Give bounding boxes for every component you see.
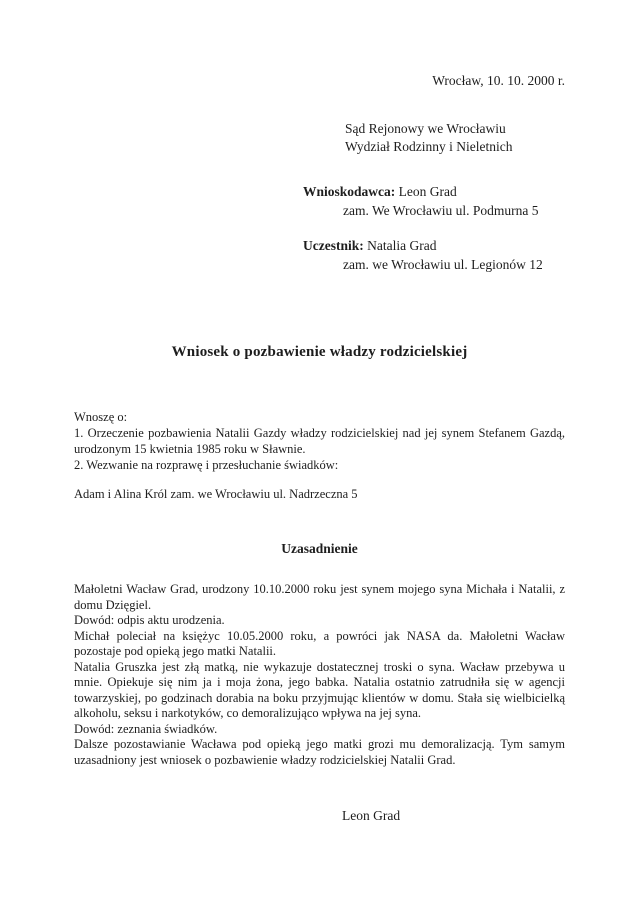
- petition-intro: Wnoszę o:: [74, 410, 128, 424]
- court-name: Sąd Rejonowy we Wrocławiu: [345, 121, 506, 136]
- petition-item-1: 1. Orzeczenie pozbawienia Natalii Gazdy władzy rodzicielskiej nad jej synem Stefanem Gazdą, urodzonym 15 kwietnia 1985 roku w Sławnie.: [74, 426, 565, 456]
- document-title: Wniosek o pozbawienie władzy rodzicielskiej: [171, 344, 468, 360]
- justification-heading: Uzasadnienie: [281, 541, 358, 556]
- petition-item-2: 2. Wezwanie na rozprawę i przesłuchanie świadków:: [74, 458, 339, 472]
- applicant-label: Wnioskodawca:: [303, 184, 396, 199]
- participant-address: zam. we Wrocławiu ul. Legionów 12: [343, 257, 543, 272]
- justification-paragraph: Małoletni Wacław Grad, urodzony 10.10.2000 roku jest synem mojego syna Michała i Natalii, z domu Dzięgiel.: [74, 582, 565, 612]
- justification-paragraph: Natalia Gruszka jest złą matką, nie wykazuje dostatecznej troski o syna. Wacław przebywa u mnie. Opiekuje się nim ja i moja żona, jego babka. Natalia ostatnio zatrudniła się w agencji towarzyskiej, po godzinach dorabia na boku przyjmując klientów w domu. Stała się wielbicielką alkoholu, seksu i narkotyków, co demoralizująco wpływa na jej syna.: [74, 659, 565, 720]
- participant-block: [303, 236, 543, 274]
- applicant-address: zam. We Wrocławiu ul. Podmurna 5: [343, 203, 539, 218]
- justification-paragraph: Dowód: zeznania świadków.: [74, 721, 218, 736]
- parties-block: [303, 182, 543, 274]
- participant-name: Natalia Grad: [363, 238, 437, 253]
- justification-paragraph: Dowód: odpis aktu urodzenia.: [74, 613, 225, 627]
- applicant-name: Leon Grad: [395, 184, 457, 199]
- participant-line: [303, 236, 543, 255]
- participant-label: Uczestnik:: [303, 238, 364, 253]
- justification-paragraph: Michał poleciał na księżyc 10.05.2000 roku, a powróci jak NASA da. Małoletni Wacław pozostaje pod opieką jego matki Natalii.: [74, 628, 565, 658]
- date-line: Wrocław, 10. 10. 2000 r.: [432, 73, 565, 88]
- justification-body: [74, 582, 565, 768]
- justification-paragraph: Dalsze pozostawianie Wacława pod opieką jego matki grozi mu demoralizacją. Tym samym uzasadniony jest wniosek o pozbawienie władzy rodzicielskiej Natalii Grad.: [74, 737, 565, 767]
- petition-block: [74, 409, 565, 502]
- applicant-line: [303, 182, 543, 201]
- signature: Leon Grad: [342, 808, 401, 823]
- witnesses-line: Adam i Alina Król zam. we Wrocławiu ul. Nadrzeczna 5: [74, 487, 358, 501]
- court-addressee-block: [345, 120, 513, 156]
- applicant-block: [303, 182, 543, 220]
- court-division: Wydział Rodzinny i Nieletnich: [345, 139, 513, 154]
